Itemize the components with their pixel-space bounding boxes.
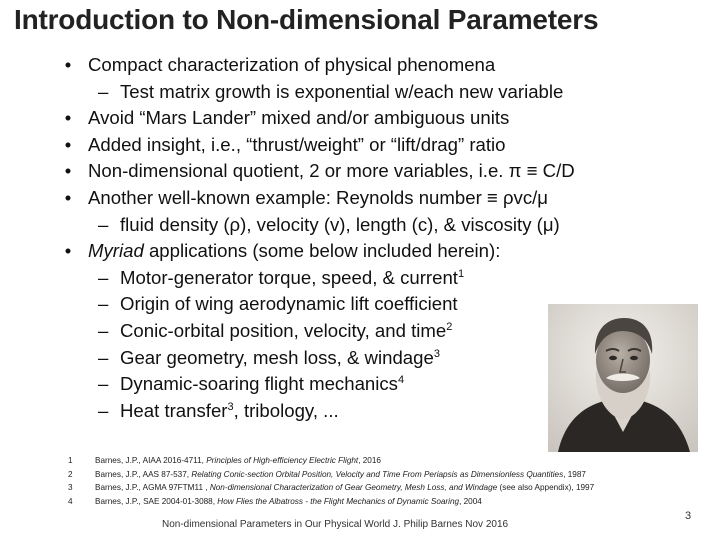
reference-text: Barnes, J.P., AIAA 2016-4711, Principles of High-efficiency Electric Flight, 2016 xyxy=(95,456,381,465)
slide-footer: Non-dimensional Parameters in Our Physical World J. Philip Barnes Nov 2016 xyxy=(162,519,509,530)
reference-number: 4 xyxy=(68,496,73,506)
sub-bullet-item xyxy=(58,265,698,292)
footnote-ref: 2 xyxy=(446,320,453,333)
dash-marker: – xyxy=(98,213,109,235)
dash-marker: – xyxy=(98,80,109,102)
bullet-marker: • xyxy=(64,186,72,208)
bullet-marker: • xyxy=(64,160,72,182)
bullet-item xyxy=(58,238,698,265)
bullet-item xyxy=(58,52,698,79)
bullet-text: Test matrix growth is exponential w/each new variable xyxy=(120,80,564,102)
bullet-marker: • xyxy=(64,133,72,155)
bullet-text: fluid density (ρ), velocity (v), length (c), & viscosity (μ) xyxy=(120,213,560,235)
bullet-text: applications (some below included herein): xyxy=(143,240,501,262)
bullet-item xyxy=(58,158,698,185)
bullet-italic-word: Myriad xyxy=(88,240,144,262)
dash-marker: – xyxy=(98,319,109,341)
bullet-text: Gear geometry, mesh loss, & windage xyxy=(120,346,434,368)
reference-number: 2 xyxy=(68,469,73,479)
bullet-item xyxy=(58,132,698,159)
dash-marker: – xyxy=(98,399,109,421)
bullet-marker: • xyxy=(64,107,72,129)
sub-bullet-item xyxy=(58,212,698,239)
bullet-text-tail: , tribology, ... xyxy=(233,399,339,421)
page-number: 3 xyxy=(685,510,692,522)
dash-marker: – xyxy=(98,373,109,395)
bullet-text: Dynamic-soaring flight mechanics xyxy=(120,373,398,395)
bullet-text: Non-dimensional quotient, 2 or more variables, i.e. π ≡ C/D xyxy=(88,160,575,182)
bullet-marker: • xyxy=(64,54,72,75)
bullet-text: Motor-generator torque, speed, & current xyxy=(120,266,458,288)
footnote-ref: 4 xyxy=(397,374,405,387)
bullet-item xyxy=(58,185,698,212)
reference-text: Barnes, J.P., SAE 2004-01-3088, How Flies the Albatross - the Flight Mechanics of Dynamic Soaring, 2004 xyxy=(95,496,482,506)
footnote-ref: 3 xyxy=(433,347,440,360)
bullet-text: Origin of wing aerodynamic lift coefficient xyxy=(120,293,458,315)
reference-text: Barnes, J.P., AGMA 97FTM11 , Non-dimensional Characterization of Gear Geometry, Mesh Loss, and Windage (see also Appendix), 1997 xyxy=(95,483,595,492)
bullet-item xyxy=(58,105,698,132)
portrait-photo xyxy=(548,304,698,452)
footnote-ref: 1 xyxy=(457,267,465,280)
dash-marker: – xyxy=(98,293,109,315)
reference-text: Barnes, J.P., AAS 87-537, Relating Conic-section Orbital Position, Velocity and Time From Periapsis as Dimensionless Quantities, 1987 xyxy=(95,469,586,479)
bullet-marker: • xyxy=(64,240,72,262)
slide-title: Introduction to Non-dimensional Parameters xyxy=(14,4,599,35)
bullet-text: Compact characterization of physical phenomena xyxy=(88,54,496,75)
bullet-text: Conic-orbital position, velocity, and time xyxy=(120,319,447,341)
sub-bullet-item xyxy=(58,79,698,106)
bullet-text: Heat transfer xyxy=(120,399,228,421)
bullet-text: Added insight, i.e., “thrust/weight” or “lift/drag” ratio xyxy=(88,133,506,155)
dash-marker: – xyxy=(98,346,109,368)
footnote-ref: 3 xyxy=(227,400,234,413)
bullet-text: Another well-known example: Reynolds number ≡ ρvc/μ xyxy=(88,186,548,208)
reference-number: 1 xyxy=(68,456,73,465)
bullet-text: Avoid “Mars Lander” mixed and/or ambiguous units xyxy=(88,107,510,129)
dash-marker: – xyxy=(98,266,109,288)
reference-number: 3 xyxy=(68,483,73,492)
